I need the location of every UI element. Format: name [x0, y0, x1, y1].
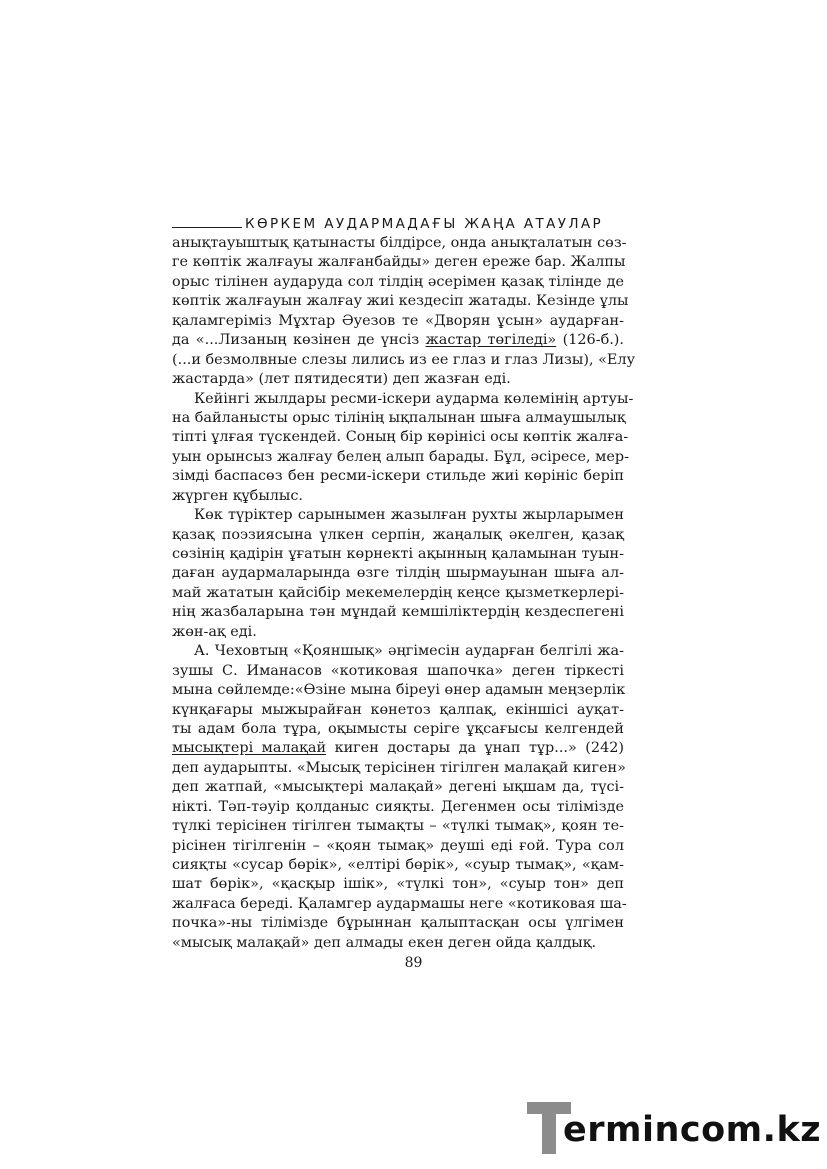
text-line: шат бөрік», «қасқыр ішік», «түлкі тон», «суыр тон» деп: [172, 876, 624, 893]
text-line: нің жазбаларына тән мұндай кемшіліктердің кездеспегені: [172, 604, 624, 621]
text-line: почка»-ны тілімізде бұрыннан қалыптасқан осы үлгімен: [172, 915, 624, 932]
text-line: анықтауыштық қатынасты білдірсе, онда анықталатын сөз-: [172, 235, 627, 251]
text-line: сияқты «сусар бөрік», «елтірі бөрік», «суыр тымақ», «қам-: [172, 857, 624, 873]
text-line: нікті. Тәп-тәуір қолданыс сияқты. Дегенмен осы тілімізде: [172, 798, 624, 815]
text-line: «мысық малақай» деп алмады екен деген ойда қалдық.: [172, 934, 597, 951]
text-line: мына сөйлемде:«Өзіне мына біреуі өнер адамын меңзерлік: [172, 682, 626, 699]
text-line: рісінен тігілгенін – «қоян тымақ» деуші еді ғой. Тура сол: [172, 837, 624, 854]
body-text: [172, 234, 636, 953]
text-line: жөн-ақ еді.: [172, 623, 257, 640]
logo-text: ermincom.kz: [563, 1110, 822, 1150]
text-line: уын орынсыз жалғау белең алып барады. Бұл, әсіресе, мер-: [172, 448, 629, 465]
site-logo[interactable]: [525, 1102, 822, 1158]
text-line: жүрген құбылыс.: [172, 487, 303, 504]
logo-t-icon-stem: [542, 1110, 556, 1154]
text-line: зушы С. Иманасов «котиковая шапочка» деген тіркесті: [172, 662, 624, 679]
text-line: деп жатпай, «мысықтері малақай» дегені ықшам да, түсі-: [172, 779, 624, 796]
text-line: даған аудармаларында өзге тілдің шырмауынан шыға ал-: [172, 565, 624, 582]
text-line: сөзінің қадірін ұғатын көрнекті ақынның қаламынан туын-: [172, 546, 624, 562]
line-start: да «...Лизаның көзінен де үнсіз: [172, 332, 426, 349]
text-line: көптік жалғауын жалғау жиі кездесіп жатады. Кезінде ұлы: [172, 293, 629, 310]
text-line: жалғаса береді. Қаламгер аудармашы неге «котиковая ша-: [172, 895, 627, 912]
text-line: күнқағары мыжырайған көнетоз қалпақ, екіншісі ауқат-: [172, 701, 624, 718]
text-line: қазақ поэзиясына үлкен серпін, жаңалық әкелген, қазақ: [172, 526, 624, 543]
text-line: орыс тілінен аударуда сол тілдің әсерімен қазақ тілінде де: [172, 273, 624, 290]
text-line: ге көптік жалғауы жалғанбайды» деген ереже бар. Жалпы: [172, 254, 626, 271]
text-line: на байланысты орыс тілінің ықпалынан шыға алмаушылық: [172, 409, 626, 426]
underlined-phrase: жастар төгіледі»: [425, 332, 557, 349]
text-line: (...и безмолвные слезы лились из ее глаз и глаз Лизы), «Елу: [172, 351, 636, 368]
header-rule: [172, 227, 242, 228]
citation: (126-б.).: [556, 332, 624, 349]
text-line: қаламгеріміз Мұхтар Әуезов те «Дворян ұсын» аударған-: [172, 312, 624, 329]
running-header: [172, 210, 624, 232]
header-title: КӨРКЕМ АУДАРМАДАҒЫ ЖАҢА АТАУЛАР: [245, 216, 604, 232]
text-line-with-underline: [172, 739, 624, 758]
text-line: Кейінгі жылдары ресми-іскери аударма көлемінің артуы-: [194, 390, 634, 407]
line-rest: киген достары да ұнап тұр...» (242): [326, 740, 624, 757]
text-line: түлкі терісінен тігілген тымақты – «түлкі тымақ», қоян те-: [172, 818, 624, 835]
text-line: Көк түріктер сарынымен жазылған рухты жырларымен: [194, 507, 624, 524]
text-line: деп аударыпты. «Мысық терісінен тігілген малақай киген»: [172, 759, 626, 776]
underlined-phrase: мысықтері малақай: [172, 740, 327, 757]
page-number: 89: [404, 955, 423, 971]
text-line: жастарда» (лет пятидесяти) деп жазған еді.: [172, 371, 511, 388]
text-line: тіпті ұлғая түскендей. Соның бір көрінісі осы көптік жалға-: [172, 429, 629, 446]
text-line: зімді баспасөз бен ресми-іскери стильде жиі көрініс беріп: [172, 468, 624, 485]
text-line: май жататын қайсібір мекемелердің кеңсе қызметкерлері-: [172, 584, 624, 601]
text-line: ты адам бола тұра, оқымысты серіге ұқсағысы келгендей: [172, 720, 624, 737]
text-line-with-underline: [172, 331, 624, 350]
text-line: А. Чеховтың «Қояншық» әңгімесін аударған белгілі жа-: [194, 643, 624, 660]
